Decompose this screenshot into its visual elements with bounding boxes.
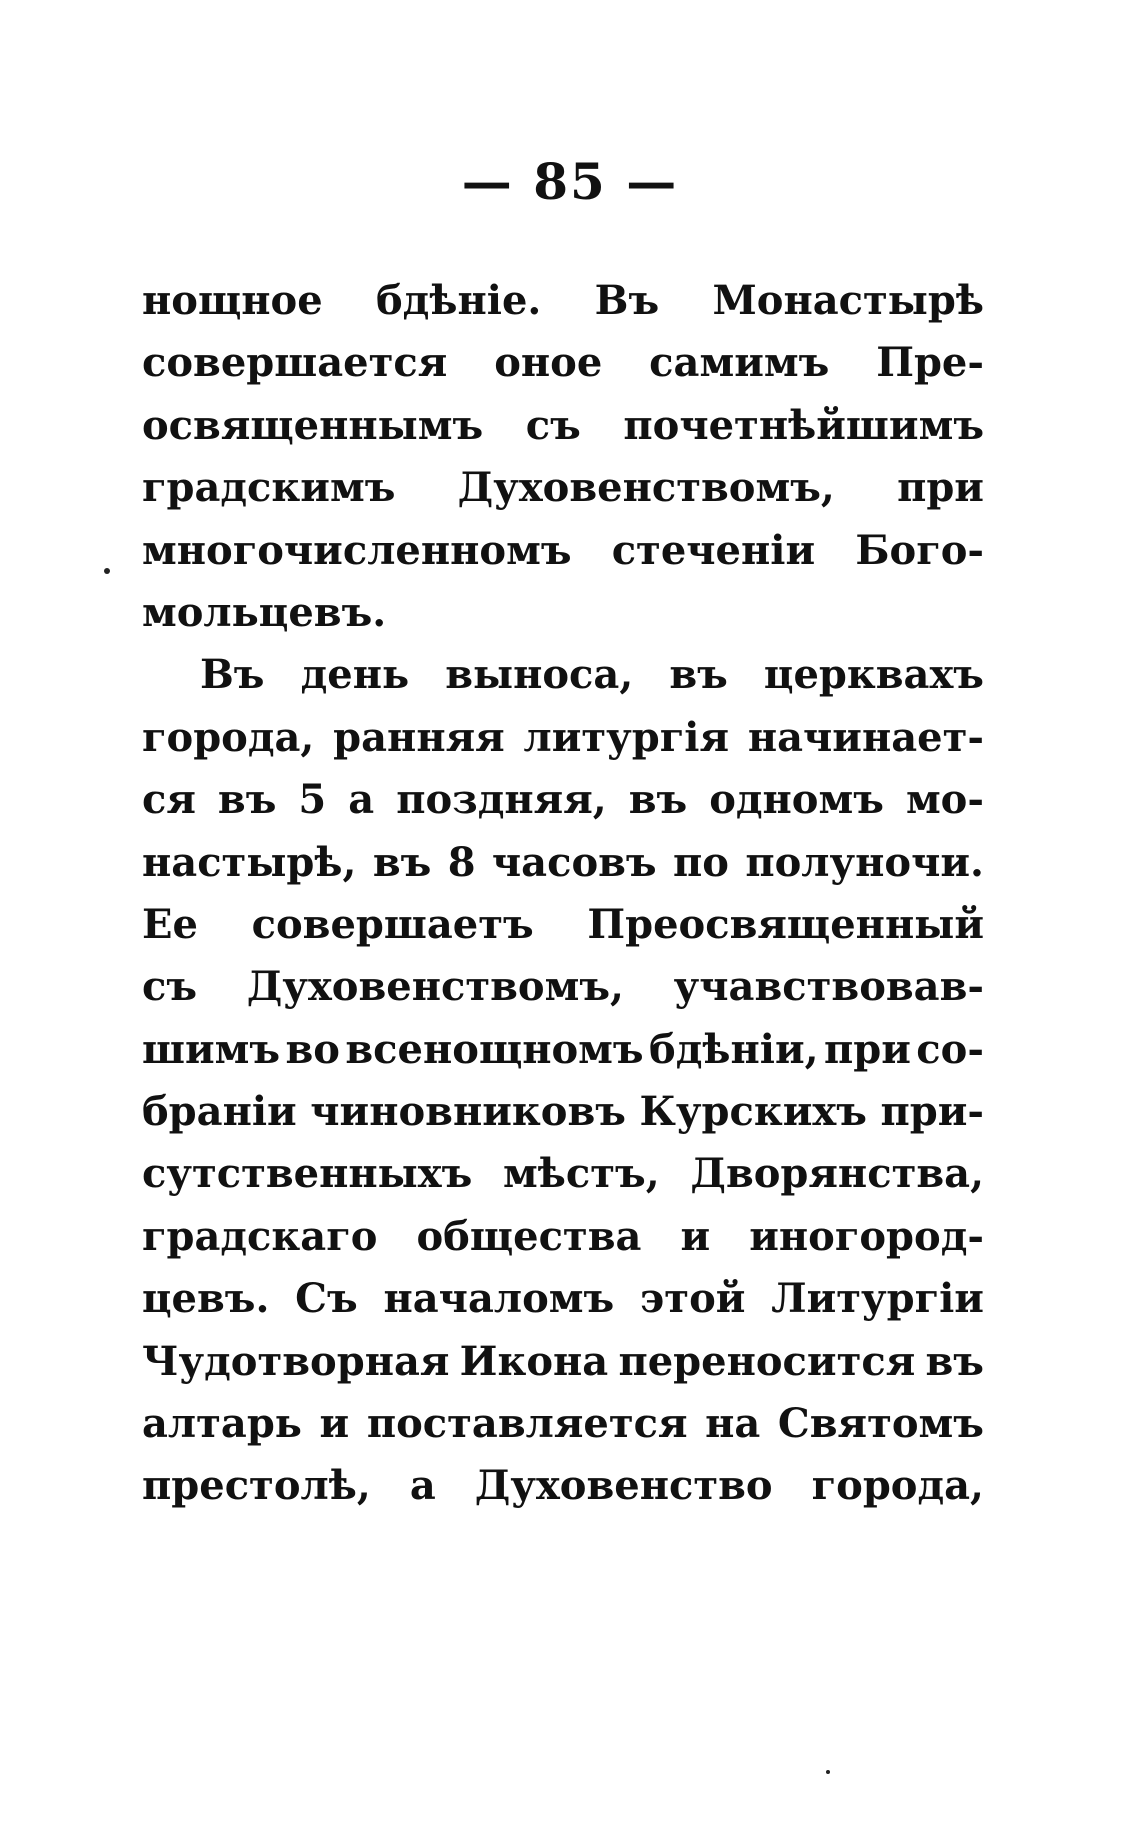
word: Монастырѣ (712, 277, 984, 324)
word: при (823, 1025, 911, 1073)
word: одномъ (709, 776, 884, 824)
word: а (348, 776, 375, 824)
word: съ (525, 401, 581, 449)
word: церквахъ (763, 651, 984, 699)
word: Преосвященный (587, 900, 984, 948)
print-speck (826, 1770, 830, 1774)
word: Ее (142, 900, 198, 948)
word: бдѣніе. (376, 277, 542, 324)
word: Духовенствомъ, (246, 963, 624, 1011)
word: этой (639, 1275, 746, 1323)
text-line (142, 1019, 984, 1081)
text-line (142, 520, 984, 582)
word: Курскихъ (639, 1088, 867, 1136)
word: Съ (295, 1275, 358, 1323)
word: цевъ. (142, 1275, 270, 1323)
word: освященнымъ (142, 401, 484, 449)
word: мѣстъ, (503, 1150, 660, 1198)
text-line (142, 457, 984, 519)
word: мольцевъ. (142, 588, 387, 636)
word: въ (925, 1337, 984, 1385)
word: при (897, 464, 984, 512)
text-line (142, 894, 984, 956)
word: Пре- (876, 339, 984, 387)
word: оное (494, 339, 603, 387)
word: браніи (142, 1088, 297, 1136)
word: градскимъ (142, 464, 396, 512)
word: на (705, 1400, 761, 1448)
word: Литургіи (771, 1275, 984, 1323)
word: а (409, 1462, 436, 1510)
print-speck (104, 568, 110, 574)
word: выноса, (445, 651, 634, 699)
word: Въ (200, 651, 265, 699)
text-line (142, 1455, 984, 1517)
word: Святомъ (777, 1400, 984, 1448)
word: по (673, 838, 729, 886)
word: нощное (142, 277, 323, 324)
word: настырѣ, (142, 838, 357, 886)
word: начинает- (747, 713, 984, 761)
text-line (142, 1331, 984, 1393)
word: иногород- (749, 1212, 984, 1260)
text-line (142, 769, 984, 831)
word: поставляется (366, 1400, 688, 1448)
text-line (142, 707, 984, 769)
word: литургія (523, 713, 730, 761)
word: Дворянства, (690, 1150, 984, 1198)
word: сутственныхъ (142, 1150, 473, 1198)
text-line (142, 956, 984, 1018)
word: Чудотворная (142, 1337, 450, 1385)
word: общества (416, 1212, 642, 1260)
word: во (285, 1025, 340, 1073)
word: поздняя, (396, 776, 607, 824)
word: чиновниковъ (310, 1088, 626, 1136)
word: началомъ (383, 1275, 615, 1323)
word: и (319, 1400, 350, 1448)
text-line (142, 1081, 984, 1143)
word: мо- (905, 776, 984, 824)
word: учавствовав- (673, 963, 984, 1011)
text-line (142, 332, 984, 394)
word: 8 (447, 838, 476, 886)
word: переносится (618, 1337, 916, 1385)
word: самимъ (649, 339, 830, 387)
word: въ (372, 838, 432, 886)
word: города, (142, 713, 315, 761)
word: шимъ (142, 1025, 281, 1073)
word: при- (880, 1088, 984, 1136)
word: почетнѣйшимъ (623, 401, 984, 449)
text-line (142, 1268, 984, 1330)
word: алтарь (142, 1400, 302, 1448)
text-line (142, 270, 984, 332)
word: съ (142, 963, 198, 1011)
text-line (142, 395, 984, 457)
word: ранняя (333, 713, 505, 761)
text-line (142, 582, 984, 644)
text-line (142, 1393, 984, 1455)
word: всенощномъ (345, 1025, 644, 1073)
word: градскаго (142, 1212, 378, 1260)
text-line (142, 644, 984, 706)
word: въ (217, 776, 277, 824)
word: полуночи. (745, 838, 984, 886)
word: престолѣ, (142, 1462, 371, 1510)
word: Бого- (855, 526, 984, 574)
word: многочисленномъ (142, 526, 572, 574)
text-line (142, 1206, 984, 1268)
word: часовъ (491, 838, 657, 886)
word: Духовенствомъ, (457, 464, 835, 512)
page-number: — 85 — (461, 152, 679, 211)
word: и (680, 1212, 711, 1260)
word: Въ (594, 277, 660, 324)
body-text (142, 270, 984, 1518)
text-line (142, 1143, 984, 1205)
word: совершается (142, 339, 448, 387)
word: со- (916, 1025, 984, 1073)
word: совершаетъ (251, 900, 534, 948)
word: въ (669, 651, 728, 699)
word: Духовенство (474, 1462, 773, 1510)
word: въ (628, 776, 688, 824)
word: города, (811, 1462, 984, 1510)
word: ся (142, 776, 196, 824)
word: стеченіи (611, 526, 816, 574)
word: день (300, 651, 410, 699)
word: 5 (298, 776, 327, 824)
text-line (142, 832, 984, 894)
word: бдѣніи, (649, 1025, 819, 1073)
word: Икона (459, 1337, 609, 1385)
